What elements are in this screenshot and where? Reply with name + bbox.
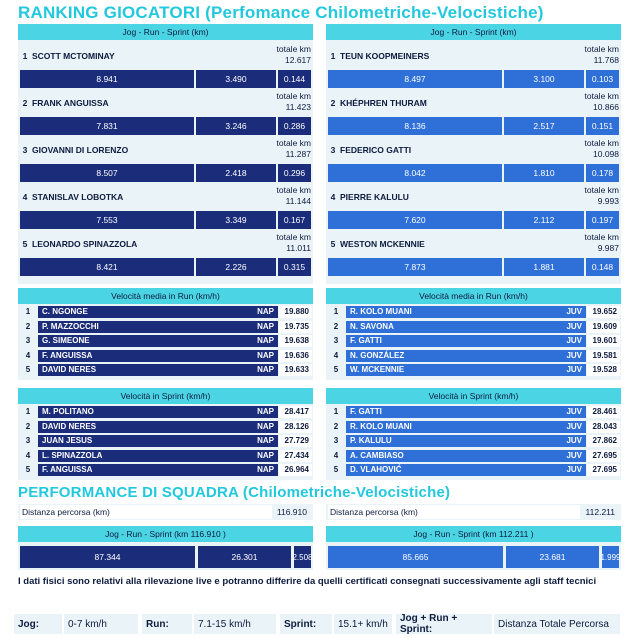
right-team-run: 23.681 [506, 546, 599, 568]
total-km-label: totale km [276, 185, 311, 195]
total-km-label: totale km [584, 232, 619, 242]
distance-label: Distanza percorsa (km) [20, 505, 272, 519]
rank-number: 5 [326, 464, 346, 476]
player-cell [346, 306, 586, 318]
player-name: PIERRE KALULU [340, 192, 409, 202]
total-km [585, 232, 620, 254]
player-name: STANISLAV LOBOTKA [32, 192, 124, 202]
team-code: NAP [257, 321, 274, 331]
sprint-km-bar: 0.178 [586, 164, 619, 182]
player-name: TEUN KOOPMEINERS [340, 51, 430, 61]
total-km [277, 232, 312, 254]
sprint-km-bar: 0.286 [278, 117, 311, 135]
left-run-list-item [18, 364, 313, 376]
speed-value: 19.528 [587, 364, 620, 376]
rank-number: 4 [18, 450, 38, 462]
right-team-jrs-header: Jog - Run - Sprint (km 112.211 ) [326, 526, 621, 542]
left-ranking-header: Jog - Run - Sprint (km) [18, 24, 313, 40]
team-code: JUV [566, 465, 582, 474]
rank-number: 1 [18, 406, 38, 418]
speed-value: 27.862 [587, 435, 620, 447]
run-km-bar: 3.246 [196, 117, 276, 135]
total-km-value: 11.011 [286, 243, 311, 253]
rank-number: 3 [326, 435, 346, 447]
right-ranking-row [326, 91, 621, 115]
speed-value: 19.633 [279, 364, 312, 376]
legend-run-label: Run: [142, 614, 192, 634]
run-km-bar: 1.810 [504, 164, 584, 182]
rank-number: 2 [330, 98, 336, 108]
right-run-header: Velocità media in Run (km/h) [326, 288, 621, 304]
player-cell [346, 435, 586, 447]
rank-number: 3 [18, 335, 38, 347]
jog-km-bar: 7.620 [328, 211, 502, 229]
right-ranking-row [326, 44, 621, 68]
rank-number: 4 [326, 450, 346, 462]
right-sprint-list-item [326, 464, 621, 476]
total-km [585, 91, 620, 113]
rank-number: 5 [22, 239, 28, 249]
rank-number: 5 [326, 364, 346, 376]
player-name: M. POLITANO [42, 407, 94, 416]
page-title: RANKING GIOCATORI (Perfomance Chilometriche-Velocistiche) [18, 3, 544, 22]
total-km-value: 12.617 [285, 55, 311, 65]
sprint-km-bar: 0.144 [278, 70, 311, 88]
player-cell [346, 321, 586, 333]
team-code: NAP [257, 421, 274, 431]
left-team-jrs-panel [18, 526, 313, 570]
total-km-value: 10.866 [593, 102, 619, 112]
left-team-sprint: 2.508 [294, 546, 311, 568]
right-ranking-header: Jog - Run - Sprint (km) [326, 24, 621, 40]
total-km-label: totale km [276, 232, 311, 242]
total-km-value: 11.144 [285, 196, 311, 206]
team-code: NAP [257, 336, 274, 345]
left-ranking-row [18, 91, 313, 115]
right-run-list-item [326, 350, 621, 362]
run-km-bar: 3.349 [196, 211, 276, 229]
speed-value: 19.638 [279, 335, 312, 347]
left-ranking-row [18, 232, 313, 256]
player-name: P. MAZZOCCHI [42, 321, 99, 331]
player-name: WESTON MCKENNIE [340, 239, 425, 249]
right-run-list-item [326, 335, 621, 347]
player-name: P. KALULU [350, 436, 392, 445]
player-cell [38, 350, 278, 362]
rank-number: 2 [18, 421, 38, 433]
team-code: JUV [566, 450, 582, 460]
left-sprint-header: Velocità in Sprint (km/h) [18, 388, 313, 404]
run-km-bar: 2.226 [196, 258, 276, 276]
total-km [277, 185, 312, 207]
player-cell [38, 435, 278, 447]
jog-km-bar: 8.136 [328, 117, 502, 135]
team-code: JUV [566, 307, 582, 316]
rank-number: 4 [18, 350, 38, 362]
sprint-km-bar: 0.197 [586, 211, 619, 229]
player-name: L. SPINAZZOLA [42, 450, 103, 460]
player-name: F. ANGUISSA [42, 465, 93, 474]
legend-total-label: Jog + Run + Sprint: [396, 614, 492, 634]
player-name: N. GONZÁLEZ [350, 350, 405, 360]
right-run-list-item [326, 364, 621, 376]
speed-value: 19.652 [587, 306, 620, 318]
player-name: D. VLAHOVIĆ [350, 465, 402, 474]
run-km-bar: 1.881 [504, 258, 584, 276]
player-cell [38, 321, 278, 333]
speed-value: 28.043 [587, 421, 620, 433]
jog-km-bar: 8.941 [20, 70, 194, 88]
rank-number: 5 [330, 239, 336, 249]
right-run-list-item [326, 306, 621, 318]
sprint-km-bar: 0.103 [586, 70, 619, 88]
left-team-jog: 87.344 [20, 546, 195, 568]
total-km-label: totale km [584, 185, 619, 195]
right-ranking-row [326, 232, 621, 256]
rank-number: 5 [18, 464, 38, 476]
jog-km-bar: 8.497 [328, 70, 502, 88]
rank-number: 4 [22, 192, 28, 202]
right-sprint-list-item [326, 450, 621, 462]
right-team-sprint: 1.999 [602, 546, 619, 568]
player-name: N. SAVONA [350, 321, 394, 331]
team-code: NAP [257, 465, 274, 474]
team-title: PERFORMANCE DI SQUADRA (Chilometriche-Velocistiche) [18, 484, 451, 501]
rank-number: 1 [22, 51, 28, 61]
run-km-bar: 2.112 [504, 211, 584, 229]
player-name: FEDERICO GATTI [340, 145, 412, 155]
team-code: NAP [257, 350, 274, 360]
team-code: NAP [257, 365, 274, 374]
player-cell [38, 421, 278, 433]
total-km-value: 9.993 [597, 196, 619, 206]
team-code: JUV [566, 336, 582, 345]
speed-value: 28.417 [279, 406, 312, 418]
rank-number: 2 [326, 421, 346, 433]
team-code: JUV [566, 365, 582, 374]
player-name: DAVID NERES [42, 421, 97, 431]
speed-value: 27.434 [279, 450, 312, 462]
player-name: DAVID NERES [42, 365, 97, 374]
rank-number: 3 [18, 435, 38, 447]
left-sprint-list-item [18, 450, 313, 462]
team-code: JUV [566, 321, 582, 331]
speed-value: 19.636 [279, 350, 312, 362]
legend-sprint-value: 15.1+ km/h [334, 614, 392, 634]
speed-value: 27.695 [587, 450, 620, 462]
player-name: GIOVANNI DI LORENZO [32, 145, 129, 155]
sprint-km-bar: 0.315 [278, 258, 311, 276]
total-km-value: 11.287 [285, 149, 311, 159]
jog-km-bar: 8.042 [328, 164, 502, 182]
left-team-distance: 116.910 [276, 507, 307, 517]
sprint-km-bar: 0.167 [278, 211, 311, 229]
left-team-run: 26.301 [198, 546, 291, 568]
rank-number: 2 [18, 321, 38, 333]
speed-value: 27.695 [587, 464, 620, 476]
distance-label: Distanza percorsa (km) [328, 505, 580, 519]
left-sprint-list-item [18, 464, 313, 476]
rank-number: 5 [18, 364, 38, 376]
player-cell [346, 464, 586, 476]
right-sprint-header: Velocità in Sprint (km/h) [326, 388, 621, 404]
left-run-list-item [18, 350, 313, 362]
total-km-label: totale km [276, 138, 311, 148]
total-km-label: totale km [584, 91, 619, 101]
left-distance-row [18, 504, 313, 520]
player-name: F. ANGUISSA [42, 350, 93, 360]
player-name: FRANK ANGUISSA [32, 98, 109, 108]
player-name: R. KOLO MUANI [350, 421, 412, 431]
left-ranking-row [18, 185, 313, 209]
right-sprint-list-item [326, 421, 621, 433]
total-km [585, 44, 620, 66]
team-code: JUV [566, 407, 582, 416]
team-code: NAP [257, 407, 274, 416]
legend-jog-label: Jog: [14, 614, 62, 634]
left-run-list-item [18, 306, 313, 318]
speed-value: 26.964 [279, 464, 312, 476]
player-name: LEONARDO SPINAZZOLA [32, 239, 138, 249]
player-cell [346, 350, 586, 362]
player-cell [38, 335, 278, 347]
rank-number: 3 [330, 145, 336, 155]
right-ranking-row [326, 138, 621, 162]
player-name: R. KOLO MUANI [350, 307, 412, 316]
player-name: C. NGONGE [42, 307, 88, 316]
rank-number: 2 [22, 98, 28, 108]
left-run-list-item [18, 321, 313, 333]
player-cell [38, 464, 278, 476]
total-km [277, 91, 312, 113]
player-name: W. MCKENNIE [350, 365, 405, 374]
right-team-distance: 112.211 [585, 507, 615, 517]
rank-number: 1 [326, 306, 346, 318]
player-name: G. SIMEONE [42, 336, 90, 345]
player-cell [346, 335, 586, 347]
player-cell [38, 450, 278, 462]
total-km-label: totale km [584, 138, 619, 148]
player-cell [346, 450, 586, 462]
right-distance-row [326, 504, 621, 520]
total-km-value: 9.987 [597, 243, 619, 253]
total-km-label: totale km [276, 44, 311, 54]
run-km-bar: 3.490 [196, 70, 276, 88]
total-km-label: totale km [276, 91, 311, 101]
disclaimer-text: I dati fisici sono relativi alla rilevazione live e potranno differire da quelli certificati consegnati successivamente agli staff tecnici [18, 576, 597, 587]
legend-jog-value: 0-7 km/h [64, 614, 138, 634]
player-cell [38, 406, 278, 418]
jog-km-bar: 7.553 [20, 211, 194, 229]
total-km [277, 44, 312, 66]
right-team-jrs-panel [326, 526, 621, 570]
speed-value: 28.461 [587, 406, 620, 418]
rank-number: 3 [22, 145, 28, 155]
jog-km-bar: 8.507 [20, 164, 194, 182]
player-name: F. GATTI [350, 336, 382, 345]
total-km-value: 11.768 [593, 55, 619, 65]
right-team-jog: 85.665 [328, 546, 503, 568]
sprint-km-bar: 0.148 [586, 258, 619, 276]
speed-value: 19.581 [587, 350, 620, 362]
team-code: JUV [566, 421, 582, 431]
player-cell [346, 406, 586, 418]
team-code: NAP [257, 436, 274, 445]
rank-number: 3 [326, 335, 346, 347]
legend-total-value: Distanza Totale Percorsa [494, 614, 620, 634]
left-ranking-row [18, 44, 313, 68]
run-km-bar: 2.517 [504, 117, 584, 135]
right-sprint-list-item [326, 435, 621, 447]
legend-sprint-label: Sprint: [280, 614, 332, 634]
player-name: JUAN JESUS [42, 436, 93, 445]
legend-run-value: 7.1-15 km/h [194, 614, 276, 634]
run-km-bar: 3.100 [504, 70, 584, 88]
team-code: JUV [566, 436, 582, 445]
sprint-km-bar: 0.151 [586, 117, 619, 135]
player-cell [346, 364, 586, 376]
speed-value: 19.880 [279, 306, 312, 318]
player-name: F. GATTI [350, 407, 382, 416]
speed-value: 27.729 [279, 435, 312, 447]
player-cell [38, 364, 278, 376]
rank-number: 1 [330, 51, 336, 61]
team-code: NAP [257, 450, 274, 460]
left-sprint-list-item [18, 406, 313, 418]
player-cell [38, 306, 278, 318]
total-km-label: totale km [584, 44, 619, 54]
rank-number: 4 [330, 192, 336, 202]
right-sprint-list-item [326, 406, 621, 418]
player-name: A. CAMBIASO [350, 450, 404, 460]
team-code: NAP [257, 307, 274, 316]
left-team-jrs-header: Jog - Run - Sprint (km 116.910 ) [18, 526, 313, 542]
left-run-header: Velocità media in Run (km/h) [18, 288, 313, 304]
left-sprint-list-item [18, 421, 313, 433]
rank-number: 1 [18, 306, 38, 318]
total-km [585, 138, 620, 160]
right-ranking-row [326, 185, 621, 209]
total-km [277, 138, 312, 160]
player-cell [346, 421, 586, 433]
left-run-list-item [18, 335, 313, 347]
total-km-value: 11.423 [285, 102, 311, 112]
rank-number: 1 [326, 406, 346, 418]
rank-number: 2 [326, 321, 346, 333]
left-ranking-row [18, 138, 313, 162]
player-name: SCOTT MCTOMINAY [32, 51, 115, 61]
team-code: JUV [566, 350, 582, 360]
jog-km-bar: 7.873 [328, 258, 502, 276]
sprint-km-bar: 0.296 [278, 164, 311, 182]
jog-km-bar: 8.421 [20, 258, 194, 276]
run-km-bar: 2.418 [196, 164, 276, 182]
total-km [585, 185, 620, 207]
player-name: KHÉPHREN THURAM [340, 98, 427, 108]
speed-value: 19.609 [587, 321, 620, 333]
jog-km-bar: 7.831 [20, 117, 194, 135]
total-km-value: 10.098 [593, 149, 619, 159]
speed-value: 19.735 [279, 321, 312, 333]
left-sprint-list-item [18, 435, 313, 447]
rank-number: 4 [326, 350, 346, 362]
speed-value: 28.126 [279, 421, 312, 433]
right-run-list-item [326, 321, 621, 333]
speed-value: 19.601 [587, 335, 620, 347]
